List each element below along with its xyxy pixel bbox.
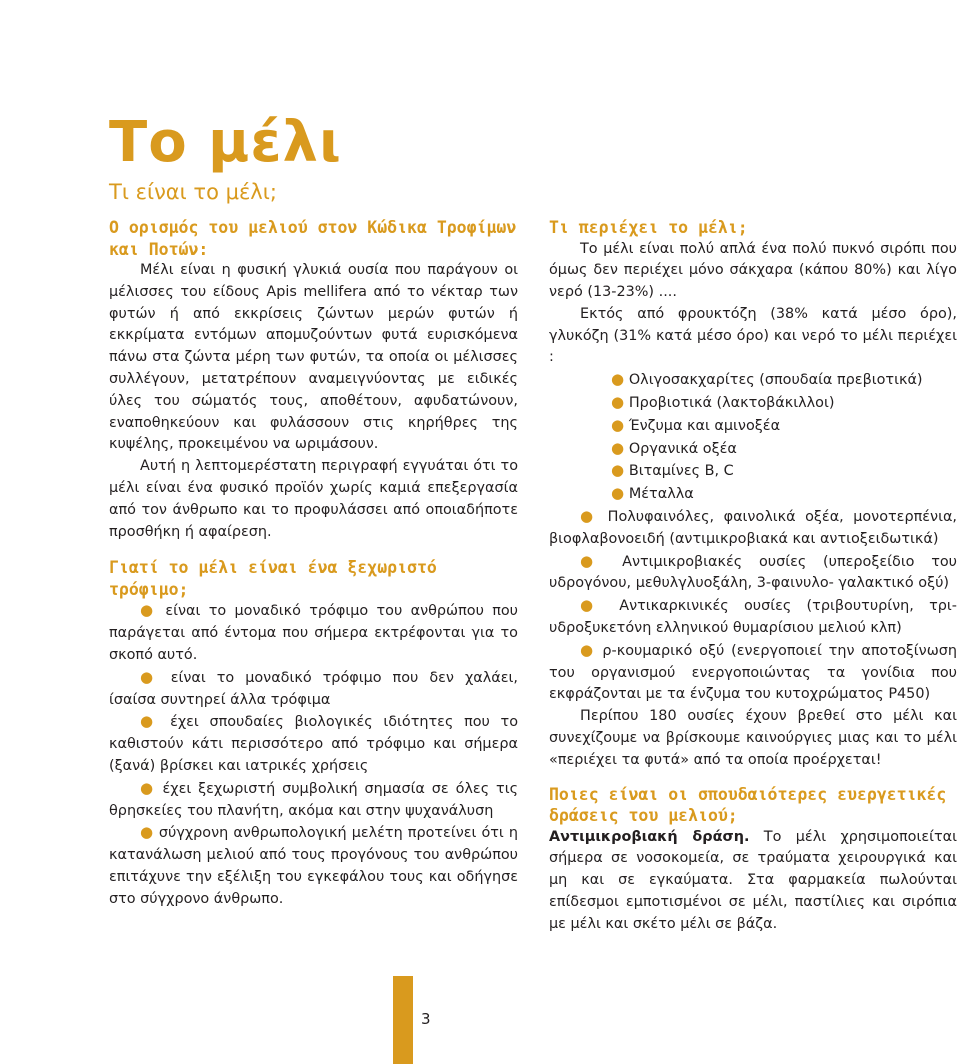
list-item-text: έχει ξεχωριστή συμβολική σημασία σε όλες τις θρησκείες του πλανήτη, ακόμα και στην ψυχανάλυση [109,780,519,819]
list-item-text: είναι το μοναδικό τρόφιμο του ανθρώπου που παράγεται από έντομα που σήμερα εκτρέφονται για το σκοπό αυτό. [109,603,518,663]
right-column [549,217,957,936]
list-item-text: Βιταμίνες Β, C [628,463,734,480]
bullet-icon: ● [140,601,166,620]
list-item-text: έχει σπουδαίες βιολογικές ιδιότητες που το καθιστούν κάτι περισσότερο από τρόφιμο και σήμερα (ξανά) βρίσκει και ιατρικές χρήσεις [109,714,519,774]
bullet-icon: ● [140,778,163,797]
definition-note-paragraph: Αυτή η λεπτομερέστατη περιγραφή εγγυάται ότι το μέλι είναι ένα φυσικό προϊόν χωρίς καμιά επεξεργασία από τον άνθρωπο και το προφυλάσσει από οποιαδήποτε προσθήκη ή αφαίρεση. [109,458,518,540]
unique-food-heading: Γιατί το μέλι είναι ένα ξεχωριστό τρόφιμο; [109,558,437,599]
list-item [549,392,957,415]
bullet-icon: ● [140,823,159,842]
benefits-heading: Ποιες είναι οι σπουδαιότερες ευεργετικές δράσεις του μελιού; [549,784,947,826]
bullet-icon: ● [580,640,603,659]
list-item-text: Οργανικά οξέα [628,440,737,457]
bullet-icon: ● [140,667,171,686]
contents-paragraph: Το μέλι είναι πολύ απλά ένα πολύ πυκνό σιρόπι που όμως δεν περιέχει μόνο σάκχαρα (κάπου 80%) και λίγο νερό (13-23%) .... [549,240,957,301]
bullet-icon: ● [580,551,623,570]
bullet-icon: ● [611,393,629,412]
list-item-text: σύγχρονη ανθρωπολογική μελέτη προτείνει ότι η κατανάλωση μελιού από τους προγόνους του ανθρώπου επιτάχυνε την εξέλιξη του εγκεφάλου τους και οδήγησε στο σύγχρονο άνθρωπο. [109,825,518,907]
list-item [109,822,518,910]
contents-summary-paragraph: Περίπου 180 ουσίες έχουν βρεθεί στο μέλι και συνεχίζουμε να βρίσκουμε καινούργιες μιας και το μέλι «περιέχει τα φυτά» από τα οποία προέρχεται! [549,708,957,768]
list-item [549,506,957,551]
bullet-icon: ● [580,507,608,526]
contents-sugars-paragraph: Εκτός από φρουκτόζη (38% κατά μέσο όρο), γλυκόζη (31% κατά μέσο όρο) και νερό το μέλι περιέχει : [549,305,957,366]
benefits-lead: Αντιμικροβιακή δράση. [549,828,750,845]
list-item [109,600,518,666]
list-item [549,640,957,706]
left-column [109,217,518,911]
bullet-icon: ● [611,370,629,389]
list-item-text: Ολιγοσακχαρίτες (σπουδαία πρεβιοτικά) [628,372,923,389]
list-item [549,483,957,506]
list-item [549,369,957,392]
page-title: Το μέλι [109,110,342,175]
page-accent-bar [393,976,413,1064]
contents-heading: Τι περιέχει το μέλι; [549,218,748,237]
list-item-text: Μέταλλα [628,486,694,503]
list-item-text: ρ-κουμαρικό οξύ (ενεργοποιεί την αποτοξίνωση του οργανισμού ενεργοποιώντας τα γονίδια που εκφράζονται με τα ένζυμα του κυτοχρώματος P450) [549,642,957,703]
benefits-paragraph [549,827,957,936]
bullet-icon: ● [140,712,171,731]
benefits-text: Το μέλι χρησιμοποιείται σήμερα σε νοσοκομεία, σε τραύματα χειρουργικά και μη και σε εγκαύματα. Στα φαρμακεία πωλούνται επίδεσμοι εμποτισμένοι σε μέλι, παστίλιες και σιρόπια με μέλι και σκέτο μέλι σε βάζα. [549,828,957,932]
bullet-icon: ● [580,596,620,615]
page-subtitle: Τι είναι το μέλι; [109,180,277,204]
list-item [109,778,518,823]
definition-heading: Ο ορισμός του μελιού στον Κώδικα Τροφίμων και Ποτών: [109,218,517,259]
list-item-text: Αντικαρκινικές ουσίες (τριβουτυρίνη, τρι-υδροξυκετόνη ελληνικού θυμαρίσιου μελιού κλπ) [549,598,957,637]
bullet-icon: ● [611,461,629,480]
list-item-text: Ένζυμα και αμινοξέα [628,417,781,434]
definition-paragraph: Μέλι είναι η φυσική γλυκιά ουσία που παράγουν οι μέλισσες του είδους Apis mellifera από το νέκταρ των φυτών ή από εκκρίσεις ζώντων μερών φυτών ή εκκρίματα εντόμων απομυζούντων φυτά ευρισκόμενα πάνω στα ζώντα μέρη των φυτών, τα οποία οι μέλισσες συλλέγουν, μετατρέπουν αναμειγνύοντας με ειδικές ύλες του σώματός τους, αποθέτουν, αφυδατώνουν, εναποθηκεύουν και φυλάσσουν στις κηρήθρες της κυψέλης, προκειμένου να ωριμάσουν. [109,262,518,453]
list-item [109,667,518,712]
bullet-icon: ● [611,415,629,434]
list-item [549,551,957,596]
list-item-text: Προβιοτικά (λακτοβάκιλλοι) [628,395,835,412]
list-item [109,711,518,777]
list-item-text: είναι το μοναδικό τρόφιμο που δεν χαλάει, ίσαίσα συντηρεί άλλα τρόφιμα [109,669,518,708]
list-item-text: Αντιμικροβιακές ουσίες (υπεροξείδιο του υδρογόνου, μεθυλγλυοξάλη, 3-φαινυλο- γαλακτικό οξύ) [549,553,957,592]
bullet-icon: ● [611,438,629,457]
bullet-icon: ● [611,484,629,503]
list-item [549,460,957,483]
list-item [549,438,957,461]
list-item [549,595,957,640]
list-item [549,415,957,438]
list-item-text: Πολυφαινόλες, φαινολικά οξέα, μονοτερπένια, βιοφλαβονοειδή (αντιμικροβιακά και αντιοξειδωτικά) [549,509,958,547]
page-number: 3 [421,1010,431,1028]
